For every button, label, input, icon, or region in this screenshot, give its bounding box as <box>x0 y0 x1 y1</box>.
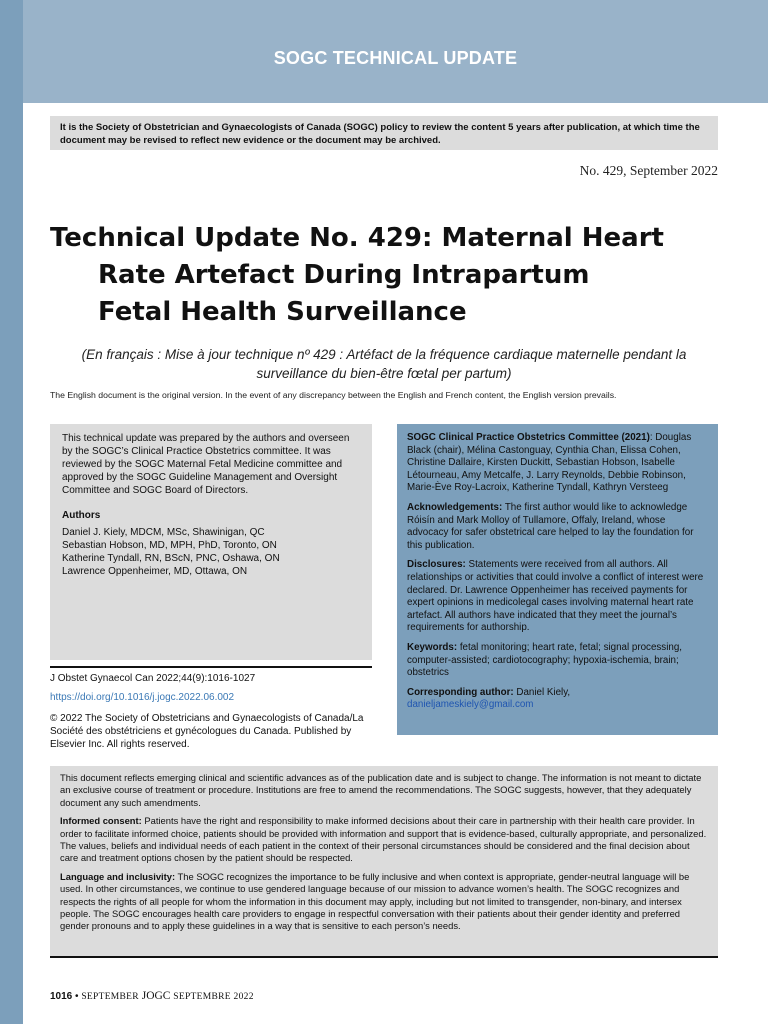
english-version-note: The English document is the original version. In the event of any discrepancy between the English and French content, the English version prevails. <box>50 390 617 400</box>
journal-citation: J Obstet Gynaecol Can 2022;44(9):1016-1027 <box>50 673 256 684</box>
author-entry: Lawrence Oppenheimer, MD, Ottawa, ON <box>62 566 248 577</box>
language-inclusivity-label: Language and inclusivity: <box>60 870 176 882</box>
french-title: (En français : Mise à jour technique nº 429 : Artéfact de la fréquence cardiaque maternelle pendant la surveillance du bien-être fœtal per partum) <box>81 347 687 381</box>
citation-divider <box>50 666 372 668</box>
doi-link[interactable]: https://doi.org/10.1016/j.jogc.2022.06.002 <box>50 692 235 703</box>
committee-label: SOGC Clinical Practice Obstetrics Committee (2021) <box>407 432 650 443</box>
disclaimer-box <box>50 766 718 956</box>
footer-bullet: • <box>75 991 79 1002</box>
article-title <box>50 220 740 331</box>
language-inclusivity-text: The SOGC recognizes the importance to be fully inclusive and when context is appropriate, gender-neutral language will be used. In other circumstances, we continue to use gendered language because of our mission to advance women’s health. The SOGC recognizes and respects the rights of all people for whom the information in this document may apply, including but not limited to transgender, non-binary, and intersex people. The SOGC encourages health care providers to engage in respectful conversation with their patients about their gender identity and preferred gender pronouns and to apply these guidelines in a way that is sensitive to each person’s needs. <box>60 870 690 932</box>
policy-notice: It is the Society of Obstetrician and Gynaecologists of Canada (SOGC) policy to review the content 5 years after publication, at which time the document may be revised to reflect new evidence or the document may be archived. <box>50 116 718 150</box>
article-title-line-2: Rate Artefact During Intrapartum <box>98 260 590 290</box>
committee-members: : Douglas Black (chair), Mélina Castonguay, Cynthia Chan, Elissa Cohen, Christine Dallaire, Kirsten Duckitt, Sebastian Hobson, Isabelle Létourneau, Amy Metcalfe, J. Larry Reynolds, Debbie Robinson, Marie-Ève Roy-Lacroix, Katherine Tyndall, Kathryn Versteeg <box>407 432 692 494</box>
preparation-statement: This technical update was prepared by the authors and overseen by the SOGC’s Clinical Practice Obstetrics committee. It was reviewed by the SOGC Maternal Fetal Medicine committee and approved by the SOGC Guideline Management and Oversight Committee and SOGC Board of Directors. <box>62 433 350 496</box>
corresponding-author-name: Daniel Kiely, <box>513 686 571 698</box>
acknowledgements-text: The first author would like to acknowledge Róisín and Mark Molloy of Tullamore, Offaly, Ireland, whose advocacy for safer obstetrical care helped to lay the foundation for this publication. <box>407 501 694 551</box>
corresponding-author-paragraph <box>407 687 708 712</box>
author-entry: Sebastian Hobson, MD, MPH, PhD, Toronto, ON <box>62 540 277 551</box>
keywords-paragraph <box>407 642 708 680</box>
authors-heading: Authors <box>62 510 101 521</box>
copyright-notice: © 2022 The Society of Obstetricians and Gynaecologists of Canada/La Société des obstétriciens et gynécologues du Canada. Published by Elsevier Inc. All rights reserved. <box>50 713 364 750</box>
footer-journal: JOGC <box>141 990 171 1002</box>
committee-info-box <box>397 424 718 735</box>
left-accent-bar <box>0 0 23 1024</box>
authors-box <box>50 424 372 660</box>
page-footer <box>50 990 254 1002</box>
disclaimer-paragraph: This document reflects emerging clinical and scientific advances as of the publication date and is subject to change. The information is not meant to dictate an exclusive course of treatment or procedure. Institutions are free to amend the recommendations. The SOGC suggests, however, that they adequately document any such amendments. <box>60 772 702 808</box>
informed-consent-paragraph <box>60 815 708 865</box>
citation-block <box>50 672 372 751</box>
corresponding-author-label: Corresponding author: <box>407 686 514 698</box>
acknowledgements-paragraph <box>407 502 708 552</box>
informed-consent-text: Patients have the right and responsibility to make informed decisions about their care in partnership with their health care provider. In order to facilitate informed choice, patients should be provided with information and support that is evidence-based, culturally appropriate, and personalized. The values, beliefs and individual needs of each patient in the context of their personal circumstances should be considered and the final decision about care and treatment options chosen by the patient should be respected. <box>60 815 707 864</box>
footer-month: SEPTEMBER <box>81 992 139 1002</box>
footer-month-french: SEPTEMBRE 2022 <box>173 992 254 1002</box>
keywords-text: fetal monitoring; heart rate, fetal; signal processing, computer-assisted; cardiotocography; hypoxia-ischemia, brain; obstetrics <box>407 641 682 679</box>
author-email-link[interactable]: danieljameskiely@gmail.com <box>407 699 534 711</box>
author-entry: Katherine Tyndall, RN, BScN, PNC, Oshawa, ON <box>62 553 280 564</box>
article-title-line-3: Fetal Health Surveillance <box>98 297 467 327</box>
footer-divider <box>50 956 718 958</box>
acknowledgements-label: Acknowledgements: <box>407 501 503 513</box>
disclosures-text: Statements were received from all authors. All relationships or activities that could involve a conflict of interest were declared. Dr. Lawrence Oppenheimer has received payments for expert opinions in medicolegal cases involving maternal heart rate artefact. All authors have indicated that they meet the journal’s requirements for authorship. <box>407 559 704 634</box>
section-title: SOGC TECHNICAL UPDATE <box>273 48 518 68</box>
informed-consent-label: Informed consent: <box>60 815 142 827</box>
author-entry: Daniel J. Kiely, MDCM, MSc, Shawinigan, QC <box>62 527 265 538</box>
article-title-line-1: Technical Update No. 429: Maternal Heart <box>50 223 664 253</box>
issue-number: No. 429, September 2022 <box>579 163 718 178</box>
disclosures-paragraph <box>407 559 708 635</box>
committee-paragraph <box>407 432 708 495</box>
page-number: 1016 <box>50 991 73 1002</box>
disclosures-label: Disclosures: <box>407 559 466 571</box>
language-inclusivity-paragraph <box>60 871 708 933</box>
keywords-label: Keywords: <box>407 641 458 653</box>
